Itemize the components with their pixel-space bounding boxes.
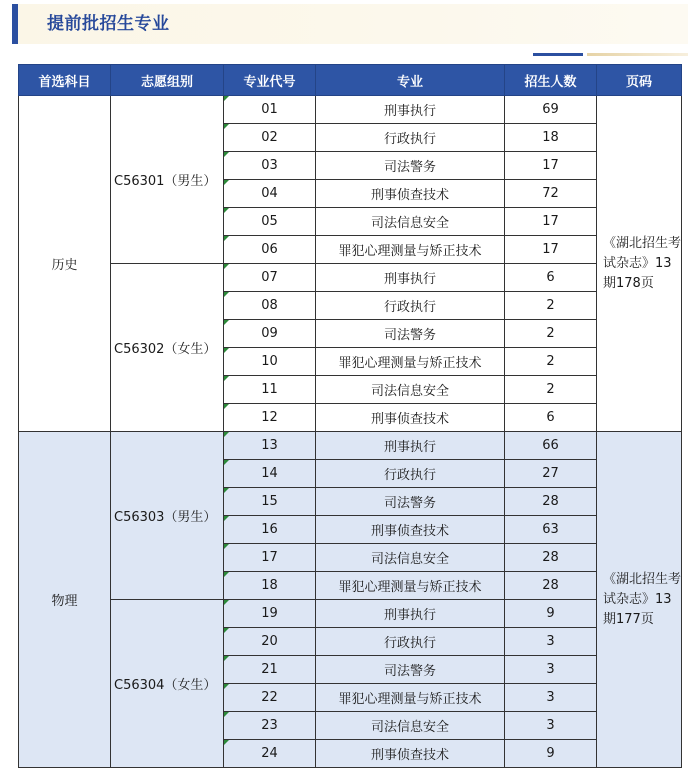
enrollment-count-cell: 27 [505,460,597,488]
major-name-cell: 行政执行 [316,124,505,152]
major-name-cell: 罪犯心理测量与矫正技术 [316,572,505,600]
enrollment-count-cell: 18 [505,124,597,152]
major-name-cell: 刑事侦查技术 [316,404,505,432]
major-name-cell: 行政执行 [316,292,505,320]
major-code-cell: 24 [224,740,316,768]
page-cell [597,96,682,432]
section-header [12,4,688,44]
major-name-cell: 刑事执行 [316,432,505,460]
major-code-cell: 09 [224,320,316,348]
enrollment-count-cell: 72 [505,180,597,208]
major-code-cell: 10 [224,348,316,376]
major-name-cell: 司法警务 [316,320,505,348]
major-code-cell: 16 [224,516,316,544]
column-header: 专业代号 [224,65,316,96]
major-name-cell: 刑事侦查技术 [316,180,505,208]
group-cell: C56302（女生） [111,264,224,432]
table-row [19,264,682,292]
enrollment-count-cell: 63 [505,516,597,544]
major-code-cell: 14 [224,460,316,488]
major-code-cell: 07 [224,264,316,292]
page-title: 提前批招生专业 [47,14,170,34]
enrollment-count-cell: 69 [505,96,597,124]
major-name-cell: 罪犯心理测量与矫正技术 [316,684,505,712]
major-name-cell: 司法信息安全 [316,544,505,572]
major-code-cell: 17 [224,544,316,572]
column-header: 招生人数 [505,65,597,96]
group-cell: C56303（男生） [111,432,224,600]
major-code-cell: 01 [224,96,316,124]
enrollment-count-cell: 28 [505,544,597,572]
enrollment-count-cell: 3 [505,628,597,656]
major-code-cell: 21 [224,656,316,684]
major-code-cell: 15 [224,488,316,516]
major-code-cell: 08 [224,292,316,320]
column-header: 页码 [597,65,682,96]
enrollment-count-cell: 9 [505,600,597,628]
major-code-cell: 02 [224,124,316,152]
column-header: 首选科目 [19,65,111,96]
enrollment-count-cell: 2 [505,320,597,348]
table-row [19,600,682,628]
major-code-cell: 12 [224,404,316,432]
major-code-cell: 20 [224,628,316,656]
admission-table [18,64,682,768]
header-accent-bar [12,4,18,44]
enrollment-count-cell: 2 [505,292,597,320]
table-header-row [19,65,682,96]
enrollment-count-cell: 3 [505,656,597,684]
enrollment-count-cell: 6 [505,264,597,292]
major-name-cell: 刑事侦查技术 [316,516,505,544]
enrollment-count-cell: 3 [505,712,597,740]
page-reference: 《湖北招生考试杂志》13期178页 [603,235,682,291]
subject-cell: 物理 [19,432,111,768]
major-name-cell: 司法信息安全 [316,208,505,236]
enrollment-count-cell: 66 [505,432,597,460]
major-name-cell: 刑事执行 [316,600,505,628]
major-code-cell: 04 [224,180,316,208]
major-name-cell: 司法信息安全 [316,376,505,404]
major-code-cell: 11 [224,376,316,404]
table-row [19,432,682,460]
enrollment-count-cell: 2 [505,348,597,376]
major-name-cell: 行政执行 [316,460,505,488]
enrollment-count-cell: 9 [505,740,597,768]
major-code-cell: 19 [224,600,316,628]
enrollment-count-cell: 28 [505,488,597,516]
major-name-cell: 刑事执行 [316,264,505,292]
group-cell: C56301（男生） [111,96,224,264]
decor-line-blue [533,53,583,56]
major-name-cell: 行政执行 [316,628,505,656]
table-body [19,96,682,768]
column-header: 志愿组别 [111,65,224,96]
enrollment-count-cell: 3 [505,684,597,712]
enrollment-count-cell: 17 [505,236,597,264]
major-code-cell: 18 [224,572,316,600]
enrollment-count-cell: 17 [505,208,597,236]
major-name-cell: 司法信息安全 [316,712,505,740]
column-header: 专业 [316,65,505,96]
major-name-cell: 司法警务 [316,656,505,684]
major-name-cell: 罪犯心理测量与矫正技术 [316,236,505,264]
major-name-cell: 司法警务 [316,152,505,180]
enrollment-count-cell: 2 [505,376,597,404]
page-cell [597,432,682,768]
major-code-cell: 05 [224,208,316,236]
major-name-cell: 罪犯心理测量与矫正技术 [316,348,505,376]
enrollment-count-cell: 6 [505,404,597,432]
major-name-cell: 刑事侦查技术 [316,740,505,768]
enrollment-count-cell: 28 [505,572,597,600]
enrollment-count-cell: 17 [505,152,597,180]
page-reference: 《湖北招生考试杂志》13期177页 [603,571,682,627]
major-code-cell: 13 [224,432,316,460]
major-name-cell: 司法警务 [316,488,505,516]
major-code-cell: 23 [224,712,316,740]
major-code-cell: 22 [224,684,316,712]
decor-line-gold [587,53,688,56]
group-cell: C56304（女生） [111,600,224,768]
subject-cell: 历史 [19,96,111,432]
table-row [19,96,682,124]
major-code-cell: 06 [224,236,316,264]
major-name-cell: 刑事执行 [316,96,505,124]
major-code-cell: 03 [224,152,316,180]
